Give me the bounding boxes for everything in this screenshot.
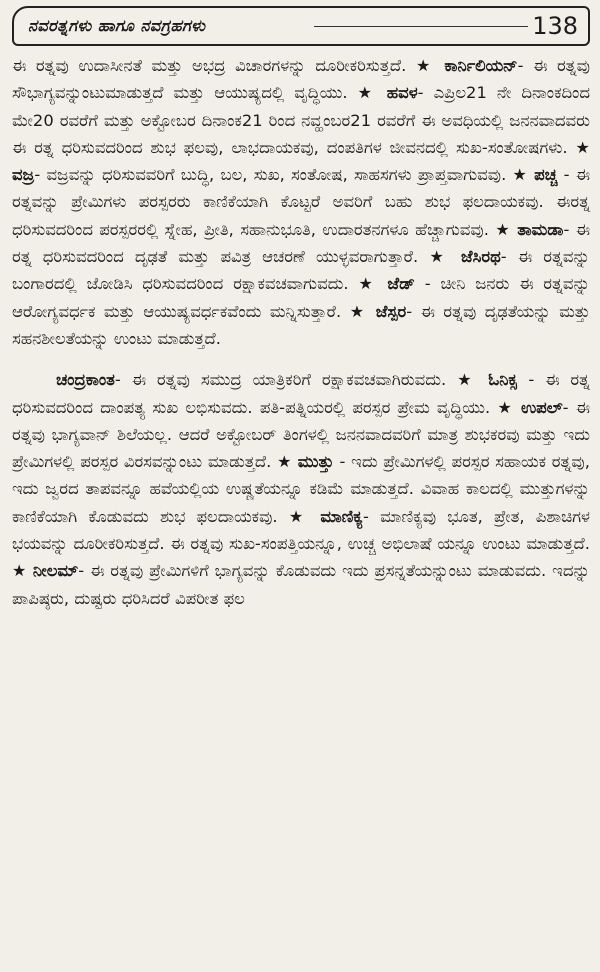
star-icon: ★: [349, 301, 368, 321]
star-icon: ★: [277, 452, 293, 472]
book-page: [0, 6, 600, 972]
gem-entry: [12, 561, 590, 607]
gem-description: - ಈ ರತ್ನವು ಸಮುದ್ರ ಯಾತ್ರಿಕರಿಗೆ ರಕ್ಷಾಕವಚವಾಗಿರುವದು.: [114, 370, 458, 390]
gem-description: - ಈ ರತ್ನವು ದೃಢತೆಯನ್ನು ಮತ್ತು ಸಹನಶೀಲತೆಯನ್ನು ಉಂಟು ಮಾಡುತ್ತದೆ.: [12, 301, 590, 348]
star-icon: ★: [457, 370, 478, 390]
star-icon: ★: [288, 506, 310, 526]
gem-description: - ಈ ರತ್ನ ಧರಿಸುವದರಿಂದ ದೃಢತೆ ಮತ್ತು ಪವಿತ್ರ ಆಚರಣೆ ಯುಳ್ಳವರಾಗುತ್ತಾರೆ.: [12, 219, 591, 267]
gem-name: ಕಾರ್ನಿಲಿಯನ್: [444, 56, 518, 75]
star-icon: ★: [512, 165, 528, 185]
gem-name: ಹವಳ: [386, 83, 418, 103]
star-icon: ★: [12, 561, 28, 581]
gem-description: - ಎಪ್ರಿಲ21 ನೇ ದಿನಾಂಕದಿಂದ ಮೇ20 ರವರೆಗೆ ಮತ್ತು ಅಕ್ಟೋಬರ ದಿನಾಂಕ21 ರಿಂದ ನವ್ಹಂಬರ21 ರವರೆಗೆ ಈ ಅವಧಿಯಲ್ಲಿ ಜನನವಾದವರು ಈ ರತ್ನ ಧರಿಸುವದರಿಂದ ಶುಭ ಫಲವು, ಲಾಭದಾಯಕವು, ದಂಪತಿಗಳ ಜೀವನದಲ್ಲಿ ಸುಖ-ಸಂತೋಷಗಳು.: [12, 83, 590, 157]
star-icon: ★: [358, 274, 378, 294]
star-icon: ★: [497, 397, 514, 417]
gem-name: ವಜ್ರ: [12, 165, 35, 185]
gem-name: ಮುತ್ತು: [297, 452, 334, 472]
star-icon: ★: [415, 56, 435, 75]
gem-description: - ವಜ್ರವನ್ನು ಧರಿಸುವವರಿಗೆ ಬುದ್ಧಿ, ಬಲ, ಸುಖ, ಸಂತೋಷ, ಸಾಹಸಗಳು ಪ್ರಾಪ್ತವಾಗುವವು.: [34, 165, 513, 185]
gem-description: - ಈ ರತ್ನವು ಭಾಗ್ಯವಾನ್ ಶಿಲೆಯಲ್ಲ. ಆದರೆ ಅಕ್ಟೋಬರ್ ತಿಂಗಳಲ್ಲಿ ಜನನವಾದವರಿಗೆ ಮಾತ್ರ ಶುಭಕರವು ಮತ್ತು ಇದು ಪ್ರೇಮಿಗಳಲ್ಲಿ ಪರಸ್ಪರ ವಿರಸವನ್ನುಂಟು ಮಾಡುತ್ತದೆ.: [12, 397, 590, 472]
gem-description: - ಈ ರತ್ನವನ್ನು ಪ್ರೇಮಿಗಳು ಪರಸ್ಪರರು ಕಾಣಿಕೆಯಾಗಿ ಕೊಟ್ಟರೆ ಅವರಿಗೆ ಬಹು ಶುಭ ಫಲದಾಯಕವು. ಈರತ್ನ ಧರಿಸುವದರಿಂದ ಪರಸ್ಪರರಲ್ಲಿ ಸ್ನೇಹ, ಪ್ರೀತಿ, ಸಹಾನುಭೂತಿ, ಉದಾರತನಗಳೂ ಹೆಚ್ಚಾಗುವವು.: [12, 165, 590, 239]
gem-description: - ಮಾಣಿಕ್ಯವು ಭೂತ, ಪ್ರೇತ, ಪಿಶಾಚಿಗಳ ಭಯವನ್ನು ದೂರೀಕರಿಸುತ್ತದೆ. ಈ ರತ್ನವು ಸುಖ-ಸಂಪತ್ತಿಯನ್ನೂ, ಉಚ್ಚ ಅಭಿಲಾಷೆ ಯನ್ನೂ ಉಂಟು ಮಾಡುತ್ತದೆ.: [12, 506, 590, 554]
gem-name: ನೀಲಮ್: [32, 561, 79, 581]
paragraph-gems-1: [12, 52, 590, 352]
gem-name: ಜೆಸ್ಪರ: [375, 301, 407, 321]
gem-description: - ಈ ರತ್ನವನ್ನು ಬಂಗಾರದಲ್ಲಿ ಜೋಡಿಸಿ ಧರಿಸುವದರಿಂದ ರಕ್ಷಾಕವಚವಾಗುವದು.: [12, 247, 590, 294]
gem-name: ಓನಿಕ್ಸ: [488, 370, 518, 390]
gem-description: - ಈ ರತ್ನವು ಪ್ರೇಮಿಗಳಿಗೆ ಭಾಗ್ಯವನ್ನು ಕೊಡುವದು ಇದು ಪ್ರಸನ್ನತೆಯನ್ನುಂಟು ಮಾಡುವದು. ಇದನ್ನು ಪಾಪಿಷ್ಠರು, ದುಷ್ಟರು ಧರಿಸಿದರೆ ವಿಪರೀತ ಫಲ: [12, 561, 590, 608]
gem-name: ಮಾಣಿಕ್ಯ: [320, 506, 363, 526]
star-icon: ★: [575, 137, 590, 157]
paragraph-gems-2: [12, 366, 590, 612]
gem-name: ಚಂದ್ರಕಾಂತ: [56, 370, 115, 390]
paragraph-intro: ಈ ರತ್ನವು ಉದಾಸೀನತೆ ಮತ್ತು ಅಭದ್ರ ವಿಚಾರಗಳನ್ನು ದೂರೀಕರಿಸುತ್ತದೆ.: [12, 56, 416, 75]
page-number: 138: [532, 12, 578, 40]
star-icon: ★: [357, 83, 377, 103]
body-text: [12, 52, 590, 612]
running-title: ನವರತ್ನಗಳು ಹಾಗೂ ನವಗ್ರಹಗಳು: [28, 16, 206, 35]
gem-description: - ಈ ರತ್ನವು ಸೌಭಾಗ್ಯವನ್ನುಂಟುಮಾಡುತ್ತದೆ ಮತ್ತು ಆಯುಷ್ಯದಲ್ಲಿ ವೃದ್ಧಿಯು.: [12, 56, 590, 103]
header-rule: [314, 26, 528, 27]
gem-name: ಉಪಲ್: [520, 397, 563, 417]
gem-description: - ಚೀನಿ ಜನರು ಈ ರತ್ನವನ್ನು ಆರೋಗ್ಯವರ್ಧಕ ಮತ್ತು ಆಯುಷ್ಯವರ್ಧಕವೆಂದು ಮನ್ನಿಸುತ್ತಾರೆ.: [12, 274, 590, 321]
star-icon: ★: [495, 219, 511, 239]
gem-name: ತಾಮಡಾ: [517, 219, 564, 239]
page-header: [12, 6, 590, 46]
gem-name: ಜೆಸಿರಥ: [460, 247, 501, 267]
gem-name: ಜೆಡ್: [387, 274, 415, 294]
gem-name: ಪಚ್ಚ: [534, 165, 558, 185]
gem-description: - ಈ ರತ್ನ ಧರಿಸುವದರಿಂದ ದಾಂಪತ್ಯ ಸುಖ ಲಭಿಸುವದು. ಪತಿ-ಪತ್ನಿಯರಲ್ಲಿ ಪರಸ್ಪರ ಪ್ರೇಮ ವೃದ್ಧಿಯು.: [12, 370, 590, 417]
star-icon: ★: [429, 247, 450, 267]
gem-description: - ಇದು ಪ್ರೇಮಿಗಳಲ್ಲಿ ಪರಸ್ಪರ ಸಹಾಯಕ ರತ್ನವು, ಇದು ಜ್ವರದ ತಾಪವನ್ನೂ ಹವೆಯಲ್ಲಿಯ ಉಷ್ಣತೆಯನ್ನೂ ಕಡಿಮೆ ಮಾಡುತ್ತದೆ. ವಿವಾಹ ಕಾಲದಲ್ಲಿ ಮುತ್ತುಗಳನ್ನು ಕಾಣಿಕೆಯಾಗಿ ಕೊಡುವದು ಶುಭ ಫಲದಾಯಕವು.: [12, 452, 591, 526]
